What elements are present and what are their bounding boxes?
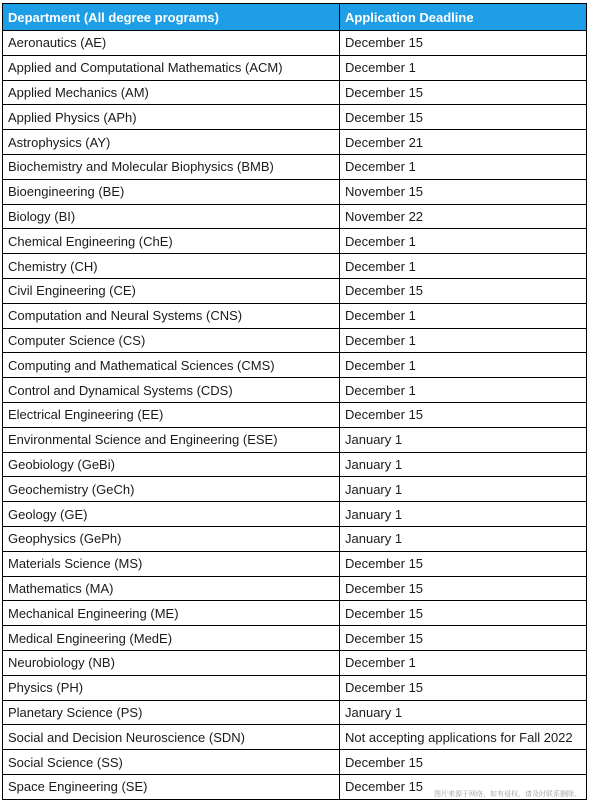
- table-row: [3, 278, 587, 303]
- department-cell: Social Science (SS): [3, 750, 340, 775]
- table-row: [3, 626, 587, 651]
- deadline-cell: January 1: [340, 700, 587, 725]
- deadline-cell: December 15: [340, 601, 587, 626]
- department-cell: Applied Mechanics (AM): [3, 80, 340, 105]
- table-row: [3, 80, 587, 105]
- deadline-cell: November 22: [340, 204, 587, 229]
- table-row: [3, 526, 587, 551]
- table-row: [3, 328, 587, 353]
- department-cell: Environmental Science and Engineering (ESE): [3, 427, 340, 452]
- department-cell: Bioengineering (BE): [3, 179, 340, 204]
- table-row: [3, 551, 587, 576]
- table-row: [3, 303, 587, 328]
- department-cell: Materials Science (MS): [3, 551, 340, 576]
- deadline-cell: Not accepting applications for Fall 2022: [340, 725, 587, 750]
- deadline-cell: December 15: [340, 105, 587, 130]
- deadline-cell: November 15: [340, 179, 587, 204]
- deadline-cell: January 1: [340, 452, 587, 477]
- department-cell: Social and Decision Neuroscience (SDN): [3, 725, 340, 750]
- table-row: [3, 55, 587, 80]
- deadline-cell: December 15: [340, 626, 587, 651]
- table-row: [3, 477, 587, 502]
- table-row: [3, 353, 587, 378]
- deadline-cell: December 1: [340, 353, 587, 378]
- deadline-cell: December 15: [340, 675, 587, 700]
- table-row: [3, 130, 587, 155]
- department-cell: Electrical Engineering (EE): [3, 402, 340, 427]
- table-row: [3, 254, 587, 279]
- table-row: [3, 502, 587, 527]
- watermark-text: 图片来源于网络，如有侵权，请及时联系删除。: [434, 790, 581, 798]
- department-cell: Geophysics (GePh): [3, 526, 340, 551]
- department-cell: Physics (PH): [3, 675, 340, 700]
- department-cell: Biology (BI): [3, 204, 340, 229]
- department-cell: Applied and Computational Mathematics (ACM): [3, 55, 340, 80]
- table-body: [3, 31, 587, 800]
- department-cell: Aeronautics (AE): [3, 31, 340, 56]
- table-row: [3, 378, 587, 403]
- department-cell: Space Engineering (SE): [3, 774, 340, 799]
- table-row: [3, 750, 587, 775]
- department-cell: Computation and Neural Systems (CNS): [3, 303, 340, 328]
- table-row: [3, 452, 587, 477]
- table-row: [3, 229, 587, 254]
- deadline-cell: January 1: [340, 502, 587, 527]
- department-cell: Computer Science (CS): [3, 328, 340, 353]
- department-cell: Astrophysics (AY): [3, 130, 340, 155]
- deadline-column-header: Application Deadline: [340, 4, 587, 31]
- deadline-cell: December 15: [340, 80, 587, 105]
- deadline-cell: December 15: [340, 576, 587, 601]
- deadline-cell: December 21: [340, 130, 587, 155]
- deadline-cell: December 1: [340, 378, 587, 403]
- deadline-cell: December 15: [340, 31, 587, 56]
- table-row: [3, 427, 587, 452]
- deadline-table: [2, 3, 587, 800]
- deadline-cell: January 1: [340, 526, 587, 551]
- deadline-cell: January 1: [340, 477, 587, 502]
- department-cell: Applied Physics (APh): [3, 105, 340, 130]
- department-cell: Mechanical Engineering (ME): [3, 601, 340, 626]
- department-cell: Geochemistry (GeCh): [3, 477, 340, 502]
- department-cell: Neurobiology (NB): [3, 650, 340, 675]
- table-row: [3, 31, 587, 56]
- deadline-cell: December 1: [340, 650, 587, 675]
- deadline-cell: December 1: [340, 328, 587, 353]
- table-row: [3, 675, 587, 700]
- deadline-cell: December 1: [340, 55, 587, 80]
- department-cell: Mathematics (MA): [3, 576, 340, 601]
- department-column-header: Department (All degree programs): [3, 4, 340, 31]
- department-cell: Chemistry (CH): [3, 254, 340, 279]
- table-row: [3, 154, 587, 179]
- table-row: [3, 601, 587, 626]
- deadline-cell: December 1: [340, 303, 587, 328]
- table-header-row: [3, 4, 587, 31]
- deadline-cell: December 15: [340, 774, 587, 799]
- deadline-cell: December 15: [340, 402, 587, 427]
- department-cell: Civil Engineering (CE): [3, 278, 340, 303]
- department-cell: Computing and Mathematical Sciences (CMS): [3, 353, 340, 378]
- table-row: [3, 576, 587, 601]
- department-cell: Medical Engineering (MedE): [3, 626, 340, 651]
- department-cell: Geobiology (GeBi): [3, 452, 340, 477]
- department-cell: Biochemistry and Molecular Biophysics (BMB): [3, 154, 340, 179]
- deadline-cell: December 15: [340, 551, 587, 576]
- department-cell: Planetary Science (PS): [3, 700, 340, 725]
- deadline-cell: December 15: [340, 750, 587, 775]
- table-row: [3, 650, 587, 675]
- table-row: [3, 105, 587, 130]
- table-row: [3, 204, 587, 229]
- department-cell: Geology (GE): [3, 502, 340, 527]
- table-row: [3, 179, 587, 204]
- table-row: [3, 700, 587, 725]
- department-cell: Control and Dynamical Systems (CDS): [3, 378, 340, 403]
- department-cell: Chemical Engineering (ChE): [3, 229, 340, 254]
- deadline-cell: January 1: [340, 427, 587, 452]
- deadline-cell: December 1: [340, 254, 587, 279]
- deadline-cell: December 15: [340, 278, 587, 303]
- deadline-cell: December 1: [340, 229, 587, 254]
- table-row: [3, 402, 587, 427]
- deadline-cell: December 1: [340, 154, 587, 179]
- table-row: [3, 725, 587, 750]
